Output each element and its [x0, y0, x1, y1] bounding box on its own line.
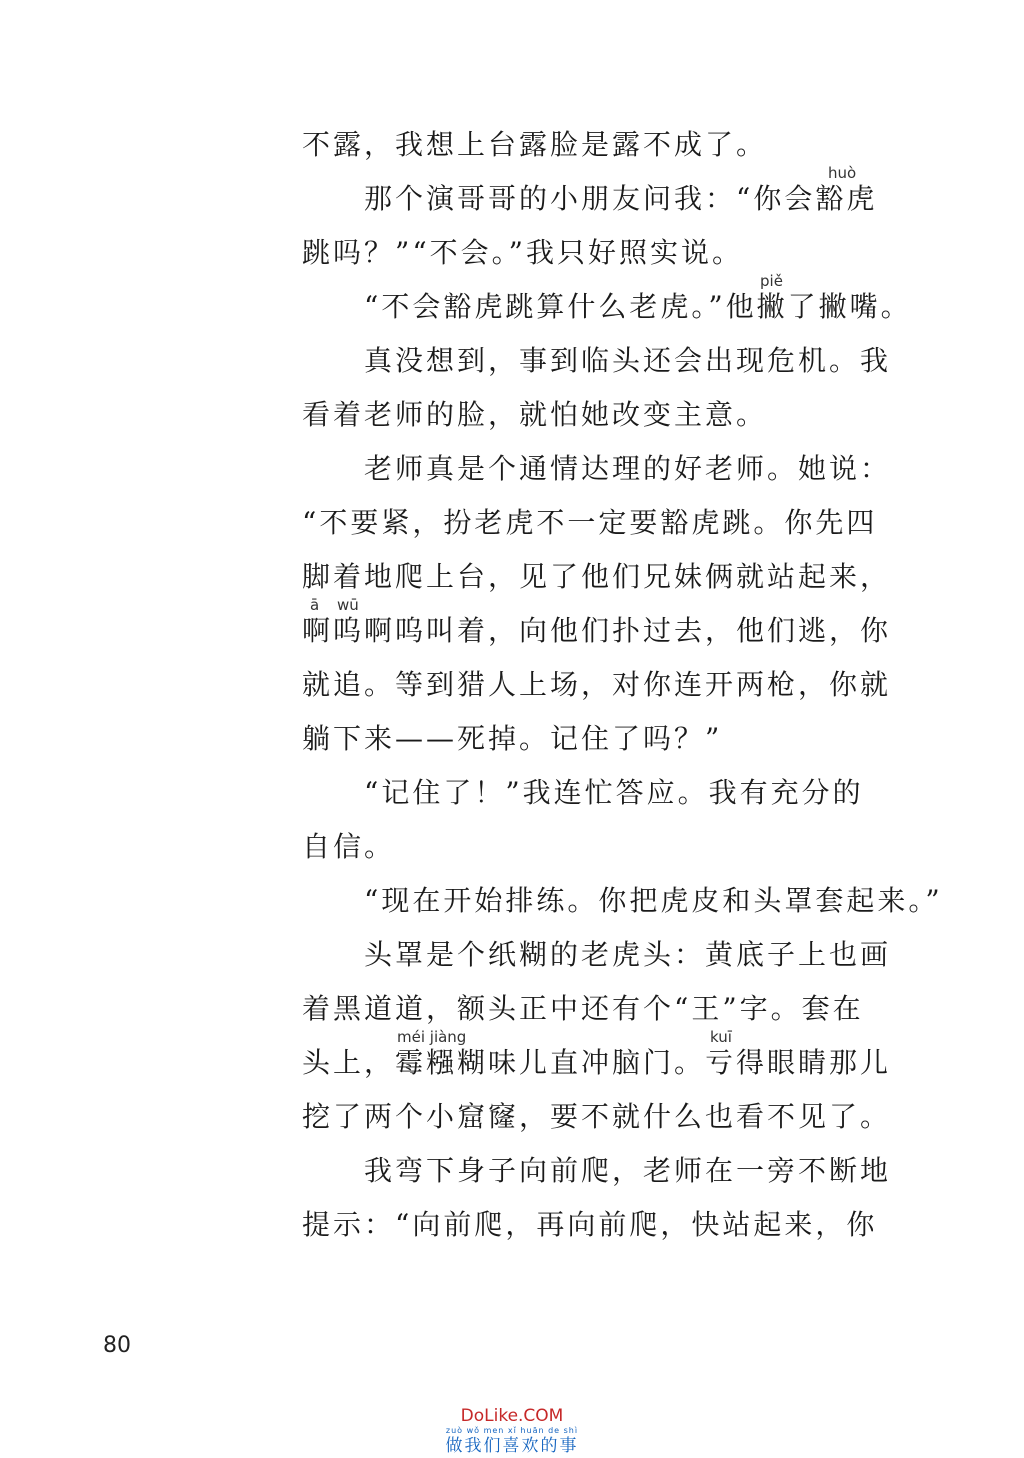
- story-text: [302, 118, 943, 1252]
- pinyin-annotation: ā: [310, 596, 320, 614]
- text-line: “不会豁虎跳算什么老虎。”他撇了撇嘴。: [364, 290, 912, 323]
- text-line: 自信。: [302, 830, 396, 863]
- footer-slogan: 做我们喜欢的事: [445, 1436, 579, 1456]
- text-line: 真没想到，事到临头还会出现危机。我: [364, 344, 892, 377]
- text-line: 头罩是个纸糊的老虎头：黄底子上也画: [364, 938, 892, 971]
- text-line: 头上，霉糨糊味儿直冲脑门。亏得眼睛那儿: [302, 1046, 892, 1079]
- text-line: 躺下来——死掉。记住了吗？”: [302, 722, 723, 755]
- pinyin-annotation: wū: [337, 596, 359, 614]
- pinyin-annotation: kuī: [710, 1028, 732, 1046]
- text-line: “现在开始排练。你把虎皮和头罩套起来。”: [364, 884, 943, 917]
- text-line-with-pinyin: [302, 596, 902, 658]
- text-line: 提示：“向前爬，再向前爬，快站起来，你: [302, 1208, 878, 1241]
- text-line: 老师真是个通情达理的好老师。她说：: [364, 452, 892, 485]
- text-line: 就追。等到猎人上场，对你连开两枪，你就: [302, 668, 892, 701]
- text-line: 跳吗？”“不会。”我只好照实说。: [302, 236, 743, 269]
- text-line-with-pinyin: [302, 164, 902, 226]
- text-line: 脚着地爬上台，见了他们兄妹俩就站起来，: [302, 560, 892, 593]
- footer-slogan-pinyin: zuò wǒ men xǐ huān de shì: [445, 1426, 579, 1435]
- text-line: 看着老师的脸，就怕她改变主意。: [302, 398, 768, 431]
- text-line: 着黑道道，额头正中还有个“王”字。套在: [302, 992, 864, 1025]
- pinyin-annotation: piě: [760, 272, 783, 290]
- pinyin-annotation: huò: [828, 164, 857, 182]
- text-line: “记住了！”我连忙答应。我有充分的: [364, 776, 864, 809]
- text-line: “不要紧，扮老虎不一定要豁虎跳。你先四: [302, 506, 878, 539]
- footer-watermark: [412, 1406, 612, 1456]
- text-line-with-pinyin: [302, 1028, 902, 1090]
- text-line-with-pinyin: [302, 272, 912, 334]
- text-line: 我弯下身子向前爬，老师在一旁不断地: [364, 1154, 892, 1187]
- text-line: 不露，我想上台露脸是露不成了。: [302, 128, 768, 161]
- text-line: 那个演哥哥的小朋友问我：“你会豁虎: [364, 182, 878, 215]
- footer-site-name: DoLike.COM: [460, 1406, 564, 1426]
- text-line: 挖了两个小窟窿，要不就什么也看不见了。: [302, 1100, 892, 1133]
- pinyin-annotation: méi jiàng: [397, 1028, 467, 1046]
- page-number: 80: [103, 1333, 131, 1358]
- text-line: 啊呜啊呜叫着，向他们扑过去，他们逃，你: [302, 614, 892, 647]
